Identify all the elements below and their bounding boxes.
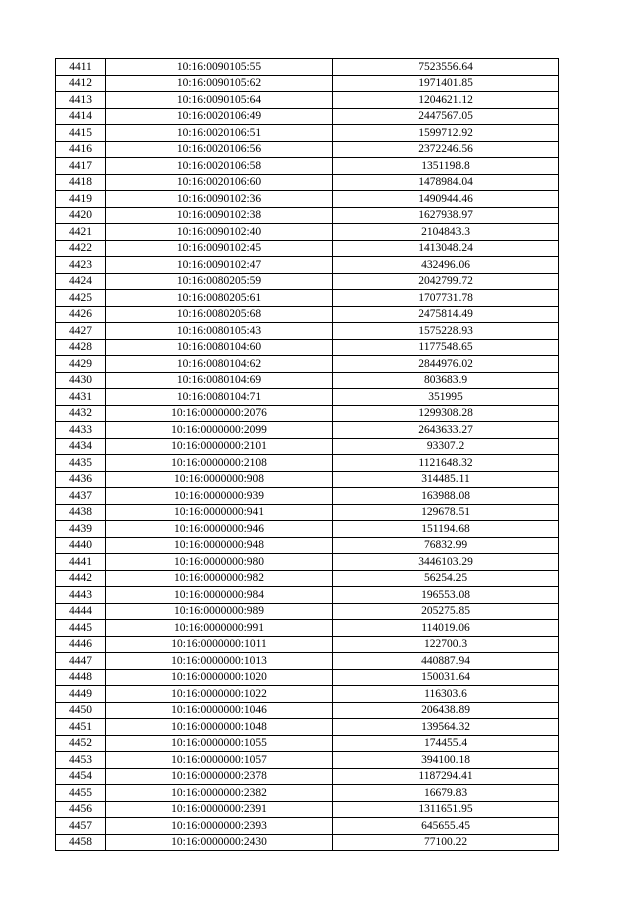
cadastral-number-cell: 10:16:0020106:58 [106, 158, 333, 175]
row-number-cell: 4415 [56, 125, 106, 142]
cadastral-number-cell: 10:16:0000000:908 [106, 471, 333, 488]
value-cell: 2475814.49 [333, 306, 559, 323]
cadastral-number-cell: 10:16:0000000:2378 [106, 768, 333, 785]
row-number-cell: 4422 [56, 240, 106, 257]
cadastral-number-cell: 10:16:0000000:2108 [106, 455, 333, 472]
cadastral-number-cell: 10:16:0000000:941 [106, 504, 333, 521]
cadastral-number-cell: 10:16:0090102:38 [106, 207, 333, 224]
table-row [56, 372, 559, 389]
table-row [56, 554, 559, 571]
value-cell: 394100.18 [333, 752, 559, 769]
cadastral-number-cell: 10:16:0020106:60 [106, 174, 333, 191]
table-row [56, 207, 559, 224]
value-cell: 2643633.27 [333, 422, 559, 439]
cadastral-number-cell: 10:16:0000000:2382 [106, 785, 333, 802]
value-cell: 163988.08 [333, 488, 559, 505]
table-row [56, 834, 559, 851]
value-cell: 1311651.95 [333, 801, 559, 818]
value-cell: 150031.64 [333, 669, 559, 686]
row-number-cell: 4433 [56, 422, 106, 439]
value-cell: 1204621.12 [333, 92, 559, 109]
cadastral-number-cell: 10:16:0000000:1046 [106, 702, 333, 719]
cadastral-number-cell: 10:16:0090102:45 [106, 240, 333, 257]
table-row [56, 240, 559, 257]
cadastral-number-cell: 10:16:0000000:2101 [106, 438, 333, 455]
table-row [56, 785, 559, 802]
row-number-cell: 4456 [56, 801, 106, 818]
row-number-cell: 4428 [56, 339, 106, 356]
row-number-cell: 4424 [56, 273, 106, 290]
value-cell: 139564.32 [333, 719, 559, 736]
table-row [56, 125, 559, 142]
cadastral-number-cell: 10:16:0000000:1048 [106, 719, 333, 736]
row-number-cell: 4435 [56, 455, 106, 472]
table-body [56, 59, 559, 851]
table-row [56, 158, 559, 175]
table-row [56, 488, 559, 505]
row-number-cell: 4450 [56, 702, 106, 719]
value-cell: 1971401.85 [333, 75, 559, 92]
cadastral-number-cell: 10:16:0000000:984 [106, 587, 333, 604]
table-row [56, 455, 559, 472]
table-row [56, 521, 559, 538]
value-cell: 2042799.72 [333, 273, 559, 290]
row-number-cell: 4447 [56, 653, 106, 670]
table-row [56, 438, 559, 455]
cadastral-number-cell: 10:16:0080104:71 [106, 389, 333, 406]
row-number-cell: 4445 [56, 620, 106, 637]
value-cell: 1121648.32 [333, 455, 559, 472]
row-number-cell: 4419 [56, 191, 106, 208]
value-cell: 351995 [333, 389, 559, 406]
table-row [56, 471, 559, 488]
table-row [56, 75, 559, 92]
value-cell: 1177548.65 [333, 339, 559, 356]
value-cell: 77100.22 [333, 834, 559, 851]
value-cell: 116303.6 [333, 686, 559, 703]
value-cell: 76832.99 [333, 537, 559, 554]
cadastral-number-cell: 10:16:0090105:55 [106, 59, 333, 76]
cadastral-number-cell: 10:16:0000000:948 [106, 537, 333, 554]
row-number-cell: 4423 [56, 257, 106, 274]
cadastral-number-cell: 10:16:0000000:1011 [106, 636, 333, 653]
table-row [56, 389, 559, 406]
row-number-cell: 4449 [56, 686, 106, 703]
row-number-cell: 4455 [56, 785, 106, 802]
value-cell: 1478984.04 [333, 174, 559, 191]
cadastral-number-cell: 10:16:0000000:2076 [106, 405, 333, 422]
row-number-cell: 4439 [56, 521, 106, 538]
table-row [56, 422, 559, 439]
value-cell: 432496.06 [333, 257, 559, 274]
cadastral-number-cell: 10:16:0090105:64 [106, 92, 333, 109]
value-cell: 1490944.46 [333, 191, 559, 208]
cadastral-number-cell: 10:16:0000000:2391 [106, 801, 333, 818]
row-number-cell: 4427 [56, 323, 106, 340]
value-cell: 93307.2 [333, 438, 559, 455]
cadastral-number-cell: 10:16:0080205:68 [106, 306, 333, 323]
value-cell: 1627938.97 [333, 207, 559, 224]
table-row [56, 735, 559, 752]
table-row [56, 537, 559, 554]
value-cell: 129678.51 [333, 504, 559, 521]
row-number-cell: 4438 [56, 504, 106, 521]
cadastral-number-cell: 10:16:0020106:51 [106, 125, 333, 142]
table-row [56, 59, 559, 76]
cadastral-number-cell: 10:16:0090102:47 [106, 257, 333, 274]
cadastral-number-cell: 10:16:0080205:59 [106, 273, 333, 290]
row-number-cell: 4412 [56, 75, 106, 92]
value-cell: 1707731.78 [333, 290, 559, 307]
cadastral-number-cell: 10:16:0000000:939 [106, 488, 333, 505]
value-cell: 1187294.41 [333, 768, 559, 785]
row-number-cell: 4418 [56, 174, 106, 191]
cadastral-number-cell: 10:16:0000000:946 [106, 521, 333, 538]
table-row [56, 108, 559, 125]
row-number-cell: 4454 [56, 768, 106, 785]
row-number-cell: 4436 [56, 471, 106, 488]
cadastral-number-cell: 10:16:0080104:62 [106, 356, 333, 373]
row-number-cell: 4457 [56, 818, 106, 835]
data-table [55, 58, 559, 851]
table-row [56, 174, 559, 191]
table-row [56, 636, 559, 653]
row-number-cell: 4441 [56, 554, 106, 571]
value-cell: 2447567.05 [333, 108, 559, 125]
row-number-cell: 4414 [56, 108, 106, 125]
row-number-cell: 4437 [56, 488, 106, 505]
row-number-cell: 4420 [56, 207, 106, 224]
value-cell: 1575228.93 [333, 323, 559, 340]
value-cell: 205275.85 [333, 603, 559, 620]
row-number-cell: 4431 [56, 389, 106, 406]
row-number-cell: 4425 [56, 290, 106, 307]
row-number-cell: 4453 [56, 752, 106, 769]
cadastral-number-cell: 10:16:0000000:982 [106, 570, 333, 587]
value-cell: 206438.89 [333, 702, 559, 719]
value-cell: 2844976.02 [333, 356, 559, 373]
table-row [56, 356, 559, 373]
value-cell: 803683.9 [333, 372, 559, 389]
cadastral-number-cell: 10:16:0000000:1020 [106, 669, 333, 686]
value-cell: 1351198.8 [333, 158, 559, 175]
cadastral-number-cell: 10:16:0000000:980 [106, 554, 333, 571]
table-row [56, 257, 559, 274]
cadastral-number-cell: 10:16:0000000:991 [106, 620, 333, 637]
table-row [56, 290, 559, 307]
row-number-cell: 4413 [56, 92, 106, 109]
table-row [56, 620, 559, 637]
row-number-cell: 4416 [56, 141, 106, 158]
table-row [56, 653, 559, 670]
row-number-cell: 4452 [56, 735, 106, 752]
table-row [56, 702, 559, 719]
row-number-cell: 4417 [56, 158, 106, 175]
table-row [56, 405, 559, 422]
table-row [56, 92, 559, 109]
table-row [56, 669, 559, 686]
row-number-cell: 4432 [56, 405, 106, 422]
value-cell: 1413048.24 [333, 240, 559, 257]
cadastral-number-cell: 10:16:0080205:61 [106, 290, 333, 307]
table-row [56, 768, 559, 785]
table-row [56, 587, 559, 604]
row-number-cell: 4446 [56, 636, 106, 653]
row-number-cell: 4429 [56, 356, 106, 373]
row-number-cell: 4442 [56, 570, 106, 587]
cadastral-number-cell: 10:16:0000000:1055 [106, 735, 333, 752]
row-number-cell: 4421 [56, 224, 106, 241]
value-cell: 151194.68 [333, 521, 559, 538]
value-cell: 174455.4 [333, 735, 559, 752]
cadastral-number-cell: 10:16:0080105:43 [106, 323, 333, 340]
table-row [56, 306, 559, 323]
value-cell: 56254.25 [333, 570, 559, 587]
cadastral-number-cell: 10:16:0000000:2099 [106, 422, 333, 439]
row-number-cell: 4426 [56, 306, 106, 323]
table-row [56, 719, 559, 736]
cadastral-number-cell: 10:16:0000000:1057 [106, 752, 333, 769]
value-cell: 2104843.3 [333, 224, 559, 241]
row-number-cell: 4444 [56, 603, 106, 620]
table-row [56, 603, 559, 620]
table-row [56, 224, 559, 241]
row-number-cell: 4448 [56, 669, 106, 686]
cadastral-number-cell: 10:16:0080104:60 [106, 339, 333, 356]
value-cell: 3446103.29 [333, 554, 559, 571]
table-row [56, 686, 559, 703]
value-cell: 2372246.56 [333, 141, 559, 158]
value-cell: 7523556.64 [333, 59, 559, 76]
row-number-cell: 4434 [56, 438, 106, 455]
table-row [56, 323, 559, 340]
value-cell: 1599712.92 [333, 125, 559, 142]
value-cell: 645655.45 [333, 818, 559, 835]
table-row [56, 191, 559, 208]
cadastral-number-cell: 10:16:0000000:1013 [106, 653, 333, 670]
cadastral-number-cell: 10:16:0090102:36 [106, 191, 333, 208]
row-number-cell: 4430 [56, 372, 106, 389]
row-number-cell: 4440 [56, 537, 106, 554]
cadastral-number-cell: 10:16:0000000:1022 [106, 686, 333, 703]
table-row [56, 752, 559, 769]
value-cell: 122700.3 [333, 636, 559, 653]
value-cell: 16679.83 [333, 785, 559, 802]
cadastral-number-cell: 10:16:0090102:40 [106, 224, 333, 241]
row-number-cell: 4411 [56, 59, 106, 76]
table-row [56, 818, 559, 835]
row-number-cell: 4458 [56, 834, 106, 851]
value-cell: 1299308.28 [333, 405, 559, 422]
cadastral-number-cell: 10:16:0000000:2430 [106, 834, 333, 851]
cadastral-number-cell: 10:16:0080104:69 [106, 372, 333, 389]
cadastral-number-cell: 10:16:0000000:2393 [106, 818, 333, 835]
table-row [56, 273, 559, 290]
value-cell: 440887.94 [333, 653, 559, 670]
value-cell: 196553.08 [333, 587, 559, 604]
cadastral-number-cell: 10:16:0020106:56 [106, 141, 333, 158]
cadastral-number-cell: 10:16:0020106:49 [106, 108, 333, 125]
table-row [56, 504, 559, 521]
row-number-cell: 4451 [56, 719, 106, 736]
row-number-cell: 4443 [56, 587, 106, 604]
value-cell: 314485.11 [333, 471, 559, 488]
table-row [56, 339, 559, 356]
cadastral-number-cell: 10:16:0000000:989 [106, 603, 333, 620]
cadastral-number-cell: 10:16:0090105:62 [106, 75, 333, 92]
table-row [56, 801, 559, 818]
table-row [56, 141, 559, 158]
value-cell: 114019.06 [333, 620, 559, 637]
table-row [56, 570, 559, 587]
